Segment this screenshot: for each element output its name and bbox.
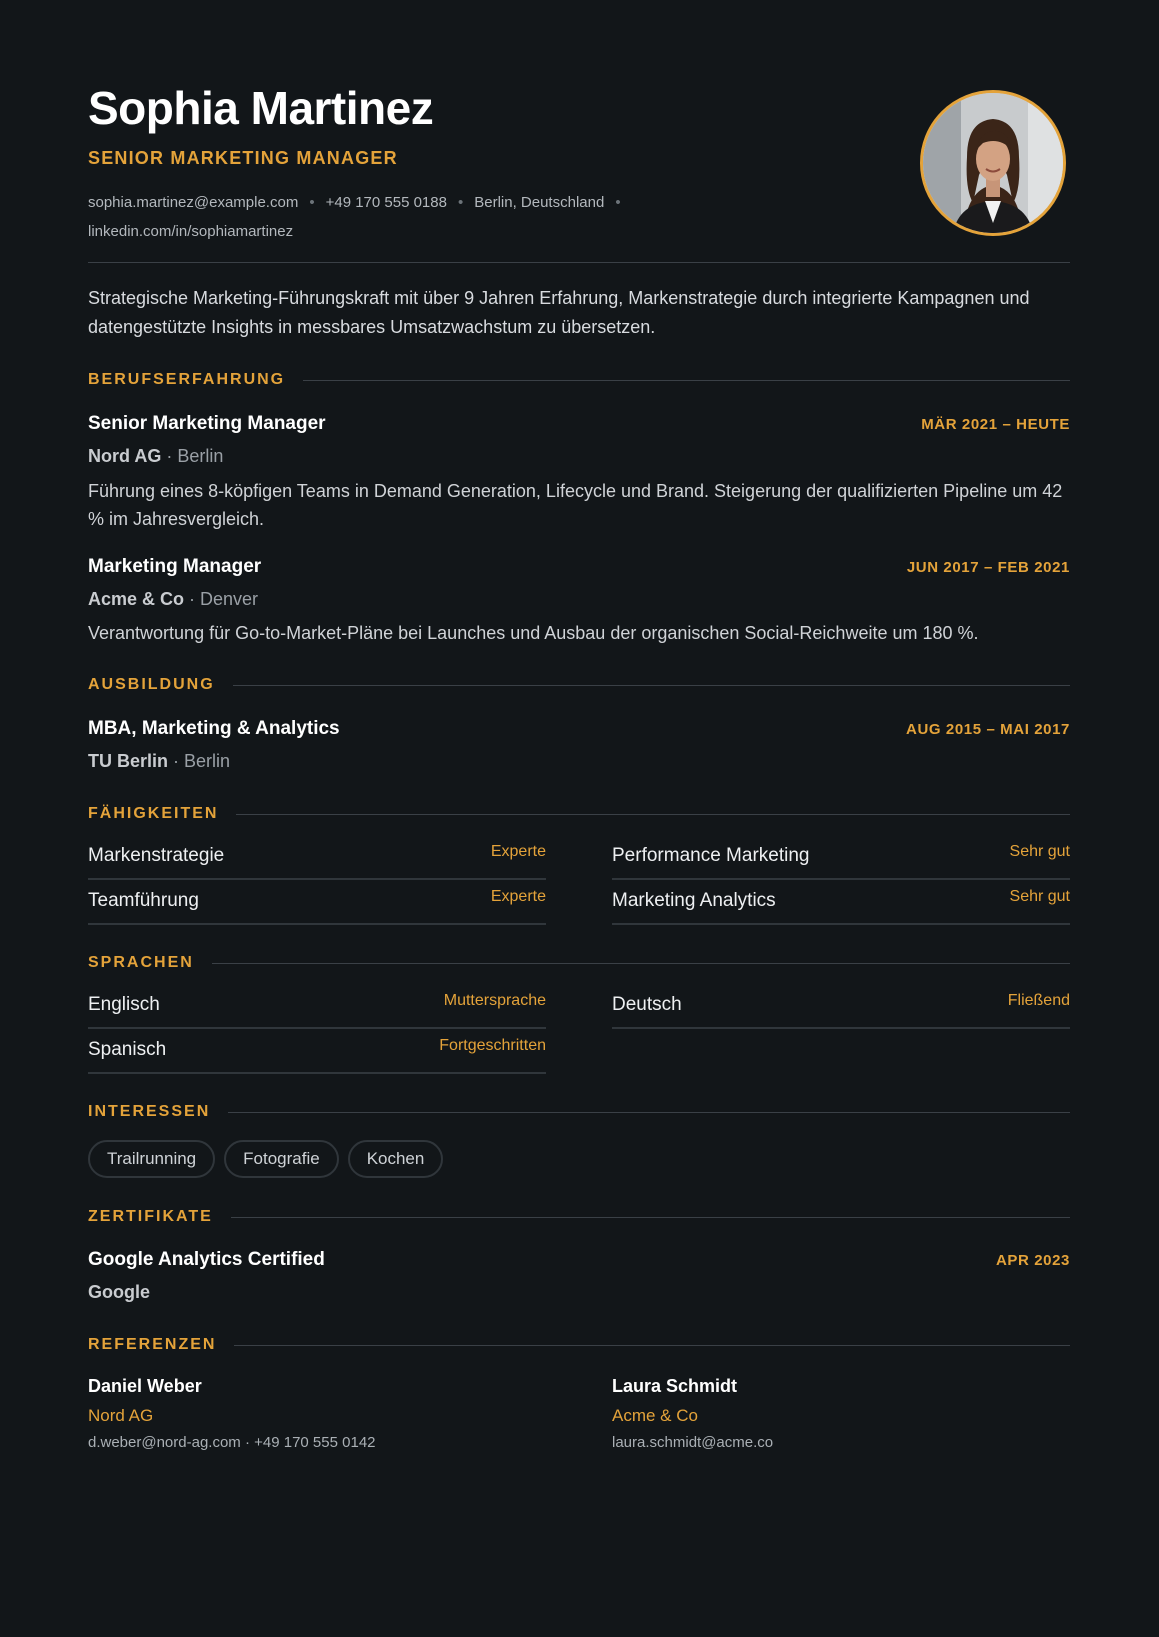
experience-date: JUN 2017 – FEB 2021 <box>906 559 1070 576</box>
skill-level: Sehr gut <box>1009 843 1070 860</box>
section-title: INTERESSEN <box>88 1103 211 1120</box>
interest-chip: Kochen <box>348 1140 444 1178</box>
reference-contact[interactable]: laura.schmidt@acme.co <box>612 1434 774 1451</box>
profile-photo <box>920 90 1066 236</box>
skill-level: Experte <box>490 843 546 860</box>
location-text: Berlin, Deutschland <box>474 194 605 211</box>
section-languages-heading <box>88 953 1070 973</box>
profile-summary: Strategische Marketing-Führungskraft mit über 9 Jahren Erfahrung, Markenstrategie durch integrierte Kampagnen und datengestützte Insights in messbares Umsatzwachstum zu übersetzen. <box>88 288 1030 337</box>
section-title: ZERTIFIKATE <box>88 1208 213 1225</box>
language-name: Deutsch <box>612 994 682 1015</box>
skill-name: Teamführung <box>88 890 199 911</box>
section-title: FÄHIGKEITEN <box>88 805 219 822</box>
skill-row <box>612 880 1070 925</box>
job-title: SENIOR MARKETING MANAGER <box>88 148 398 168</box>
interest-chip: Fotografie <box>224 1140 339 1178</box>
education-school <box>88 749 230 773</box>
contact-line <box>88 188 708 246</box>
experience-description: Verantwortung für Go-to-Market-Pläne bei Launches und Ausbau der organischen Social-Reichweite um 180 %. <box>88 623 979 643</box>
skill-name: Markenstrategie <box>88 845 225 866</box>
language-level: Muttersprache <box>443 992 546 1009</box>
portrait-photo-icon <box>923 93 1063 233</box>
education-date: AUG 2015 – MAI 2017 <box>906 721 1070 738</box>
experience-description: Führung eines 8-köpfigen Teams in Demand Generation, Lifecycle und Brand. Steigerung der qualifizierten Pipeline um 42 % im Jahresvergleich. <box>88 481 1063 529</box>
section-divider <box>233 685 1070 686</box>
separator-dot: • <box>309 194 315 211</box>
section-divider <box>236 814 1070 815</box>
language-name: Englisch <box>88 994 160 1015</box>
candidate-name: Sophia Martinez <box>88 82 434 134</box>
section-certificates-heading <box>88 1207 1070 1227</box>
section-title: REFERENZEN <box>88 1336 217 1353</box>
experience-title: Marketing Manager <box>88 556 262 577</box>
language-row <box>88 984 546 1029</box>
skill-row <box>612 835 1070 880</box>
experience-company <box>88 444 223 468</box>
school-location: · Berlin <box>168 751 231 771</box>
separator-dot: • <box>615 194 621 211</box>
company-name: Acme & Co <box>88 589 185 609</box>
interest-chip: Trailrunning <box>88 1140 215 1178</box>
skill-name: Marketing Analytics <box>612 890 776 911</box>
reference-name: Laura Schmidt <box>612 1376 738 1396</box>
certificate-date: APR 2023 <box>995 1252 1070 1269</box>
section-divider <box>212 963 1070 964</box>
section-skills-heading <box>88 804 1070 824</box>
section-experience-heading <box>88 370 1070 390</box>
company-location: · Denver <box>184 589 259 609</box>
section-divider <box>231 1217 1070 1218</box>
language-level: Fortgeschritten <box>439 1037 546 1054</box>
reference-company: Nord AG <box>88 1406 154 1425</box>
skill-level: Sehr gut <box>1009 888 1070 905</box>
section-references-heading <box>88 1335 1070 1355</box>
company-location: · Berlin <box>161 446 224 466</box>
linkedin-link[interactable]: linkedin.com/in/sophiamartinez <box>88 223 294 240</box>
language-level: Fließend <box>1007 992 1070 1009</box>
reference-company: Acme & Co <box>612 1406 698 1425</box>
language-row <box>612 984 1070 1029</box>
skill-level: Experte <box>490 888 546 905</box>
experience-title: Senior Marketing Manager <box>88 413 326 434</box>
section-title: SPRACHEN <box>88 954 194 971</box>
section-title: BERUFSERFAHRUNG <box>88 371 286 388</box>
company-name: Nord AG <box>88 446 162 466</box>
section-title: AUSBILDUNG <box>88 676 215 693</box>
certificate-title: Google Analytics Certified <box>88 1249 325 1270</box>
section-divider <box>234 1345 1070 1346</box>
language-name: Spanisch <box>88 1039 167 1060</box>
certificate-issuer <box>88 1280 150 1304</box>
section-education-heading <box>88 675 1070 695</box>
reference-contact[interactable]: d.weber@nord-ag.com · +49 170 555 0142 <box>88 1434 376 1451</box>
interest-chip-list <box>88 1140 443 1178</box>
school-name: TU Berlin <box>88 751 169 771</box>
section-divider <box>228 1112 1070 1113</box>
skill-row <box>88 880 546 925</box>
section-interests-heading <box>88 1102 1070 1122</box>
issuer-name: Google <box>88 1282 150 1302</box>
header-divider <box>88 262 1070 263</box>
skill-row <box>88 835 546 880</box>
email-link[interactable]: sophia.martinez@example.com <box>88 194 299 211</box>
skill-name: Performance Marketing <box>612 845 810 866</box>
experience-company <box>88 587 258 611</box>
education-degree: MBA, Marketing & Analytics <box>88 718 340 739</box>
experience-date: MÄR 2021 – HEUTE <box>921 416 1070 433</box>
section-divider <box>303 380 1070 381</box>
reference-name: Daniel Weber <box>88 1376 202 1396</box>
separator-dot: • <box>457 194 464 211</box>
language-row <box>88 1029 546 1074</box>
phone-number[interactable]: +49 170 555 0188 <box>325 194 447 211</box>
